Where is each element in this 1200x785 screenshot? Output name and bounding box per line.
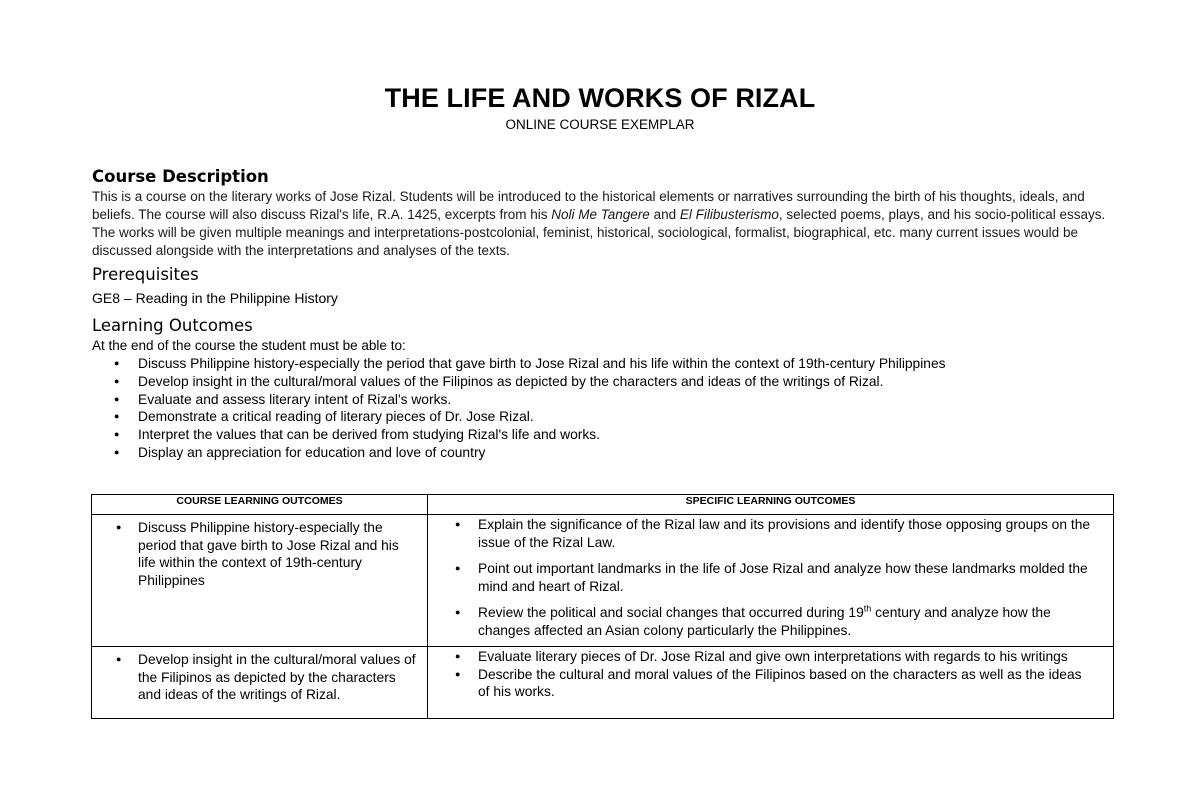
description-part: , selected poems, plays, and his socio-political essays. The works will be given multiple meanings and interpretations-postcolonial, feminist, historical, sociological, formalist, biographical, etc. many current issues would be discussed alongside with the interpretations and analyses of the texts. <box>92 207 1106 258</box>
course-outcome-cell <box>92 647 428 719</box>
ordinal-suffix: th <box>863 603 872 614</box>
course-outcome-cell <box>92 515 428 647</box>
title-noli-me-tangere: Noli Me Tangere <box>551 207 650 222</box>
outcome-text-start: Review the political and social changes that occurred during 19 <box>478 605 864 620</box>
table-row <box>92 515 1114 647</box>
specific-outcomes-cell <box>428 515 1114 647</box>
specific-outcomes-list <box>447 516 1093 639</box>
list-item: ● Discuss Philippine history-especially the period that gave birth to Jose Rizal and his life within the context of 19th-century Philippines <box>112 355 946 373</box>
course-outcome-list <box>116 651 417 704</box>
list-item: ● Discuss Philippine history-especially the period that gave birth to Jose Rizal and his life within the context of 19th-century Philippines <box>116 519 417 589</box>
outcome-text-end: century and analyze how the changes affected an Asian colony particularly the Philippines. <box>478 605 1051 638</box>
list-item: ● Evaluate literary pieces of Dr. Jose Rizal and give own interpretations with regards to his writings <box>447 648 1093 666</box>
document-title: THE LIFE AND WORKS OF RIZAL <box>384 83 816 113</box>
list-item: ● Describe the cultural and moral values of the Filipinos based on the characters as well as the ideas of his works. <box>447 666 1093 701</box>
list-item: ● Display an appreciation for education and love of country <box>112 444 946 462</box>
course-description-heading: Course Description <box>92 167 269 186</box>
course-outcome-list <box>116 519 417 589</box>
specific-outcomes-cell <box>428 647 1114 719</box>
learning-outcomes-intro: At the end of the course the student must be able to: <box>92 338 406 353</box>
learning-outcomes-heading: Learning Outcomes <box>92 316 253 335</box>
prerequisites-text: GE8 – Reading in the Philippine History <box>92 290 338 306</box>
list-item: ● Develop insight in the cultural/moral values of the Filipinos as depicted by the characters and ideas of the writings of Rizal. <box>116 651 417 704</box>
description-part: and <box>649 207 680 222</box>
outcomes-table <box>91 494 1114 719</box>
document-subtitle: ONLINE COURSE EXEMPLAR <box>505 117 695 132</box>
description-part: This is a course on the literary works of Jose Rizal. Students will be introduced to the historical elements or narratives surrounding the birth of his thoughts, ideals, and beliefs. The course will also discuss Rizal's life, R.A. 1425, excerpts from his <box>92 189 1085 222</box>
column-header-course: COURSE LEARNING OUTCOMES <box>92 495 428 515</box>
course-description-text <box>92 188 1122 260</box>
table-header-row <box>92 495 1114 515</box>
table-row <box>92 647 1114 719</box>
list-item: ● Explain the significance of the Rizal law and its provisions and identify those opposing groups on the issue of the Rizal Law. <box>447 516 1093 551</box>
list-item: ● Demonstrate a critical reading of literary pieces of Dr. Jose Rizal. <box>112 408 946 426</box>
list-item: ● Develop insight in the cultural/moral values of the Filipinos as depicted by the characters and ideas of the writings of Rizal. <box>112 373 946 391</box>
title-el-filibusterismo: El Filibusterismo <box>679 207 779 222</box>
list-item: ● Point out important landmarks in the life of Jose Rizal and analyze how these landmarks molded the mind and heart of Rizal. <box>447 560 1093 595</box>
prerequisites-heading: Prerequisites <box>92 265 199 284</box>
list-item <box>447 604 1093 639</box>
specific-outcomes-list <box>447 648 1093 701</box>
column-header-specific: SPECIFIC LEARNING OUTCOMES <box>428 495 1114 515</box>
list-item: ● Interpret the values that can be derived from studying Rizal's life and works. <box>112 426 946 444</box>
list-item: ● Evaluate and assess literary intent of Rizal's works. <box>112 391 946 409</box>
learning-outcomes-list <box>112 355 946 462</box>
